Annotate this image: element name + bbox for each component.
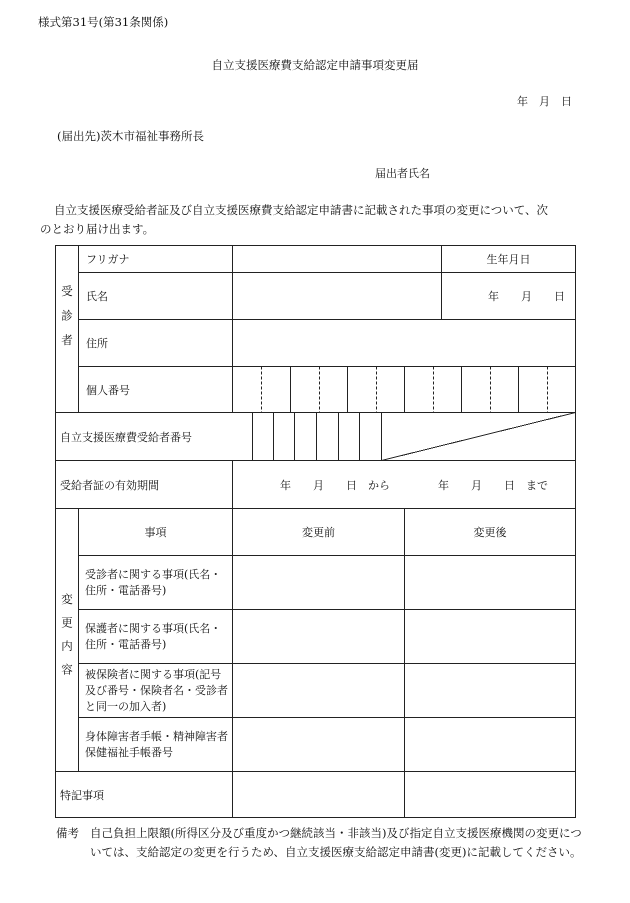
diagonal-strike: [382, 413, 576, 461]
remarks-heading: 備考: [56, 826, 79, 840]
furigana-label: フリガナ: [86, 253, 130, 266]
after-field-4[interactable]: [405, 718, 575, 771]
special-notes-field-2[interactable]: [405, 773, 575, 816]
after-field-3[interactable]: [405, 664, 575, 717]
before-field-4[interactable]: [233, 718, 404, 771]
address-label: 住所: [86, 337, 108, 350]
special-notes-field-1[interactable]: [233, 773, 404, 816]
after-field-2[interactable]: [405, 610, 575, 663]
addressee: (届出先)茨木市福祉事務所長: [57, 129, 204, 143]
birthdate-label: 生年月日: [486, 253, 531, 266]
address-field[interactable]: [233, 321, 575, 365]
name-label: 氏名: [86, 290, 108, 303]
col-header-before: 変更前: [302, 526, 335, 539]
patient-group-label: [56, 272, 78, 372]
recipient-number-label: 自立支援医療費受給者番号: [60, 430, 192, 444]
validity-label: 受給者証の有効期間: [60, 478, 159, 492]
special-notes-label: 特記事項: [60, 788, 104, 802]
change-row-patient: 受診者に関する事項(氏名・住所・電話番号): [85, 567, 222, 597]
form-number: 様式第31号(第31条関係): [38, 15, 169, 29]
changes-group-label-text: 変更内容: [60, 593, 74, 687]
patient-group-label-text: 受診者: [60, 285, 74, 359]
change-row-handbook: 身体障害者手帳・精神障害者保健福祉手帳番号: [85, 729, 228, 759]
before-field-2[interactable]: [233, 610, 404, 663]
validity-from[interactable]: 年 月 日 から: [280, 478, 390, 492]
name-field[interactable]: [233, 274, 440, 318]
mynumber-field[interactable]: [233, 368, 575, 411]
applicant-name-label: 届出者氏名: [375, 167, 430, 180]
before-field-1[interactable]: [233, 556, 404, 609]
recipient-number-field[interactable]: [233, 414, 381, 459]
remarks-body: 自己負担上限額(所得区分及び重度かつ継続該当・非該当)及び指定自立支援医療機関の変更については、支給認定の変更を行うため、自立支援医療支給認定申請書(変更)に記載してください。: [90, 826, 582, 859]
page-title: 自立支援医療費支給認定申請事項変更届: [211, 58, 419, 72]
after-field-1[interactable]: [405, 556, 575, 609]
change-row-guardian: 保護者に関する事項(氏名・住所・電話番号): [85, 621, 222, 651]
change-row-insured: 被保険者に関する事項(記号及び番号・保険者名・受診者と同一の加入者): [85, 667, 228, 713]
before-field-3[interactable]: [233, 664, 404, 717]
validity-to[interactable]: 年 月 日 まで: [438, 478, 548, 492]
intro-line-1: 自立支援医療受給者証及び自立支援医療費支給認定申請書に記載された事項の変更について、次: [54, 203, 549, 217]
mynumber-label: 個人番号: [86, 383, 130, 397]
changes-group-label: [56, 580, 78, 700]
col-header-item: 事項: [144, 526, 167, 539]
date-placeholder: 年 月 日: [517, 95, 572, 108]
intro-line-2: のとおり届け出ます。: [40, 222, 155, 236]
birthdate-value[interactable]: 年 月 日: [488, 290, 565, 303]
col-header-after: 変更後: [473, 526, 507, 539]
furigana-field[interactable]: [233, 247, 440, 271]
